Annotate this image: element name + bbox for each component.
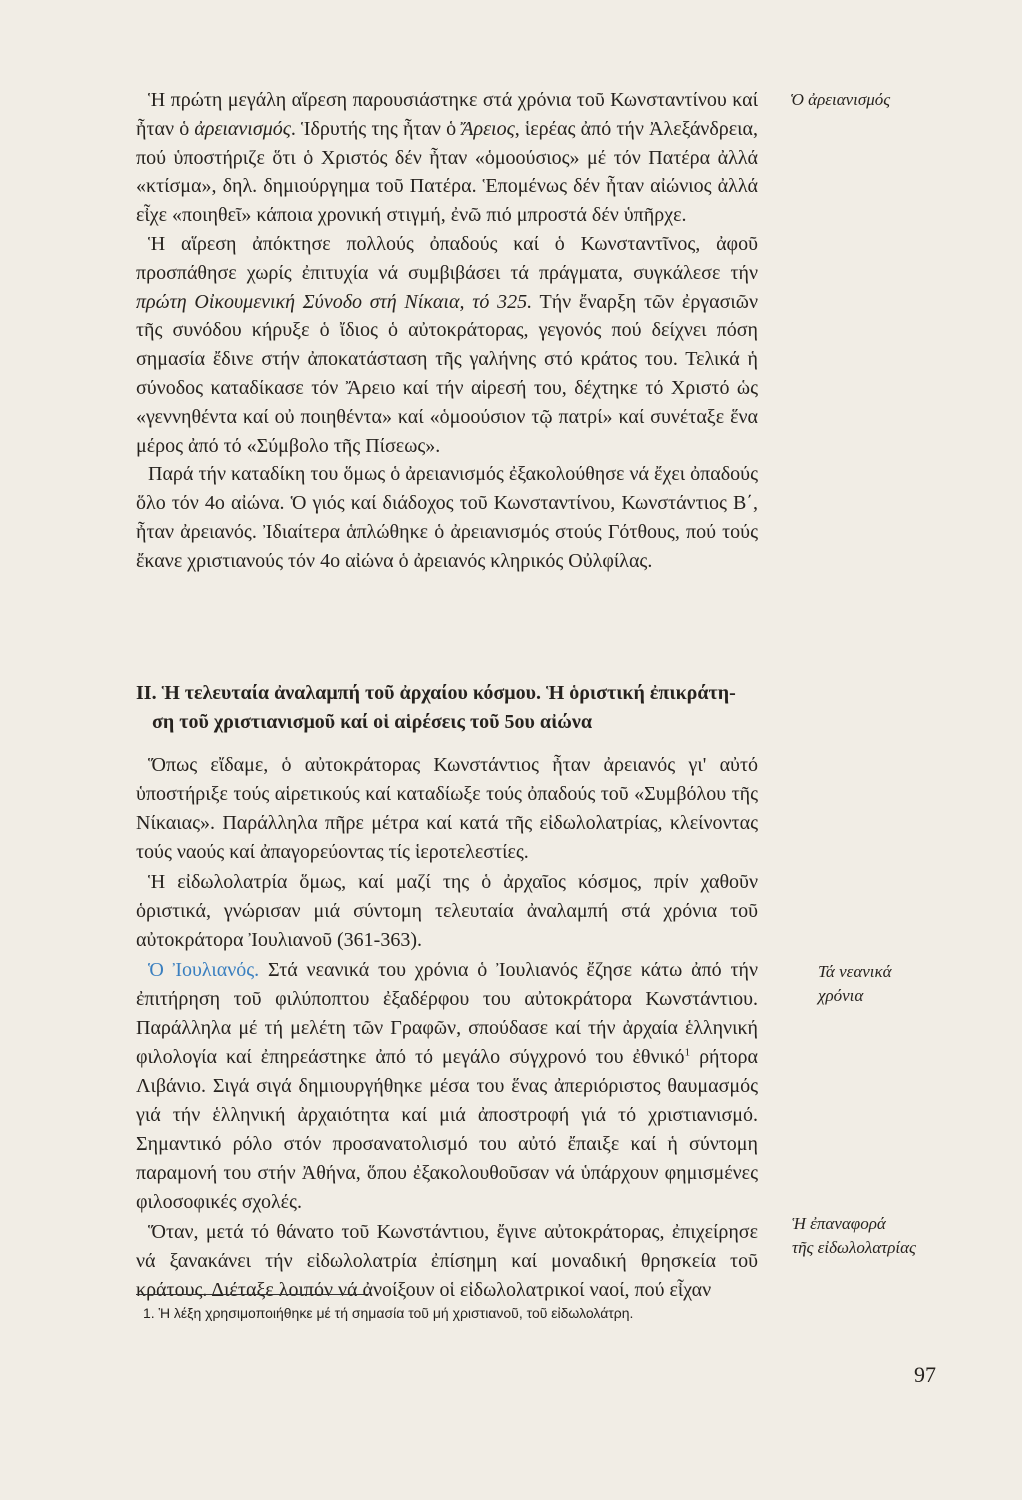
- section2-heading: [136, 679, 776, 737]
- name-areios: Ἄρειος: [461, 117, 515, 140]
- julian-subheading: Ὁ Ἰουλιανός.: [148, 959, 260, 981]
- section2-paragraph-4: Ὅταν, μετά τό θάνατο τοῦ Κωνστάντιου, ἔγινε αὐτοκράτορας, ἐπιχείρησε νά ξανακάνει τήν εἰδωλολατρία ἐπίσημη καί μοναδική θρησκεία τοῦ κράτους. Διέταξε λοιπόν νά ἀνοίξουν οἱ εἰδωλολατρικοί ναοί, πού εἶχαν: [136, 1221, 758, 1301]
- footnote: 1. Ἡ λέξη χρησιμοποιήθηκε μέ τή σημασία τοῦ μή χριστιανοῦ, τοῦ εἰδωλολάτρη.: [143, 1305, 634, 1321]
- margin-note-epanafora: Ἡ ἐπαναφορά τῆς εἰδωλολατρίας: [792, 1214, 916, 1257]
- section2-body: [136, 751, 758, 1305]
- section1-paragraph-2: Ἡ αἵρεση ἀπόκτησε πολλούς ὀπαδούς καί ὁ Κωνσταντῖνος, ἀφοῦ προσπάθησε χωρίς ἐπιτυχία νά συμβιβάσει τά πράγματα, συγκάλεσε τήν πρώτη Οἰκουμενική Σύνοδο στή Νίκαια, τό 325. Τήν ἔναρξη τῶν ἐργασιῶν τῆς συνόδου κήρυξε ὁ ἴδιος ὁ αὐτοκράτορας, γεγονός πού δείχνει πόση σημασία ἔδινε στήν ἀποκατάσταση τῆς γαλήνης στό κράτος του. Τελικά ἡ σύνοδος καταδίκασε τόν Ἄρειο καί τήν αἱρεσή του, δέχτηκε τό Χριστό ὡς «γεννηθέντα καί οὐ ποιηθέντα» καί «ὁμοούσιον τῷ πατρί» καί συνέταξε ἕνα μέρος ἀπό τό «Σύμβολο τῆς Πίσεως».: [136, 232, 758, 457]
- footnote-divider: [136, 1294, 368, 1295]
- page-number: 97: [914, 1362, 936, 1387]
- term-areianismos: ἀρειανισμός: [194, 117, 291, 140]
- section2-paragraph-2: Ἡ εἰδωλολατρία ὅμως, καί μαζί της ὁ ἀρχαῖος κόσμος, πρίν χαθοῦν ὁριστικά, γνώρισαν μιά σύντομη τελευταία ἀναλαμπή στά χρόνια τοῦ αὐτοκράτορα Ἰουλιανοῦ (361-363).: [136, 871, 758, 951]
- footnote-marker: 1: [684, 1046, 691, 1059]
- section1-paragraph-3: Παρά τήν καταδίκη του ὅμως ὁ ἀρειανισμός ἐξακολούθησε νά ἔχει ὀπαδούς ὅλο τόν 4ο αἰώνα. Ὁ γιός καί διάδοχος τοῦ Κωνσταντίνου, Κωνστάντιος Β΄, ἦταν ἀρειανός. Ἰδιαίτερα ἁπλώθηκε ὁ ἀρειανισμός στούς Γότθους, πού τούς ἔκανε χριστιανούς τόν 4ο αἰώνα ὁ ἀρειανός κληρικός Οὐλφίλας.: [136, 463, 758, 572]
- margin-note-areianismos: Ὁ ἀρειανισμός: [790, 90, 891, 109]
- section2-paragraph-1: Ὅπως εἴδαμε, ὁ αὐτοκράτορας Κωνστάντιος ἦταν ἀρειανός γι' αὐτό ὑποστήριξε τούς αἱρετικούς καί καταδίωξε τούς ὀπαδούς τοῦ «Συμβόλου τῆς Νίκαιας». Παράλληλα πῆρε μέτρα καί κατά τῆς εἰδωλολατρίας, κλείνοντας τούς ναούς καί ἀπαγορεύοντας τίς ἱεροτελεστίες.: [136, 754, 758, 863]
- section2-heading-line2: ση τοῦ χριστιανισμοῦ καί οἱ αἱρέσεις τοῦ 5ου αἰώνα: [152, 711, 592, 733]
- margin-note-neanika: Τά νεανικά χρόνια: [818, 962, 892, 1005]
- section2-paragraph-3: Ὁ Ἰουλιανός. Στά νεανικά του χρόνια ὁ Ἰουλιανός ἔζησε κάτω ἀπό τήν ἐπιτήρηση τοῦ φιλύποπτου ἐξαδέρφου του αὐτοκράτορα Κωνστάντιου. Παράλληλα μέ τή μελέτη τῶν Γραφῶν, σπούδασε καί τήν ἀρχαία ἑλληνική φιλολογία καί ἐπηρεάστηκε ἀπό τό μεγάλο σύγχρονό του ἐθνικό$^1$ ρήτορα Λιβάνιο. Σιγά σιγά δημιουργήθηκε μέσα του ἕνας ἀπεριόριστος θαυμασμός γιά τήν ἑλληνική ἀρχαιότητα καί μιά ἀποστροφή γιά τό χριστιανισμό. Σημαντικό ρόλο στόν προσανατολισμό του αὐτό ἔπαιξε καί ἡ σύντομη παραμονή του στήν Ἀθήνα, ὅπου ἐξακολουθοῦσαν νά ὑπάρχουν φημισμένες φιλοσοφικές σχολές.: [136, 959, 759, 1213]
- section1-body: [136, 86, 758, 576]
- section2-heading-line1: II. Ἡ τελευταία ἀναλαμπή τοῦ ἀρχαίου κόσμου. Ἡ ὁριστική ἐπικράτη-: [136, 682, 736, 704]
- council-nicaea: πρώτη Οἰκουμενική Σύνοδο στή Νίκαια, τό 325.: [136, 290, 533, 313]
- section1-paragraph-1: Ἡ πρώτη μεγάλη αἵρεση παρουσιάστηκε στά χρόνια τοῦ Κωνσταντίνου καί ἦταν ὁ ἀρειανισμός. Ἱδρυτής της ἦταν ὁ Ἄρειος, ἱερέας ἀπό τήν Ἀλεξάνδρεια, πού ὑποστήριζε ὅτι ὁ Χριστός δέν ἦταν «ὁμοούσιος» μέ τόν Πατέρα ἀλλά «κτίσμα», δηλ. δημιούργημα τοῦ Πατέρα. Ἑπομένως δέν ἦταν αἰώνιος ἀλλά εἶχε «ποιηθεῖ» κάποια χρονική στιγμή, ἐνῶ πιό μπροστά δέν ὑπῆρχε.: [136, 89, 759, 227]
